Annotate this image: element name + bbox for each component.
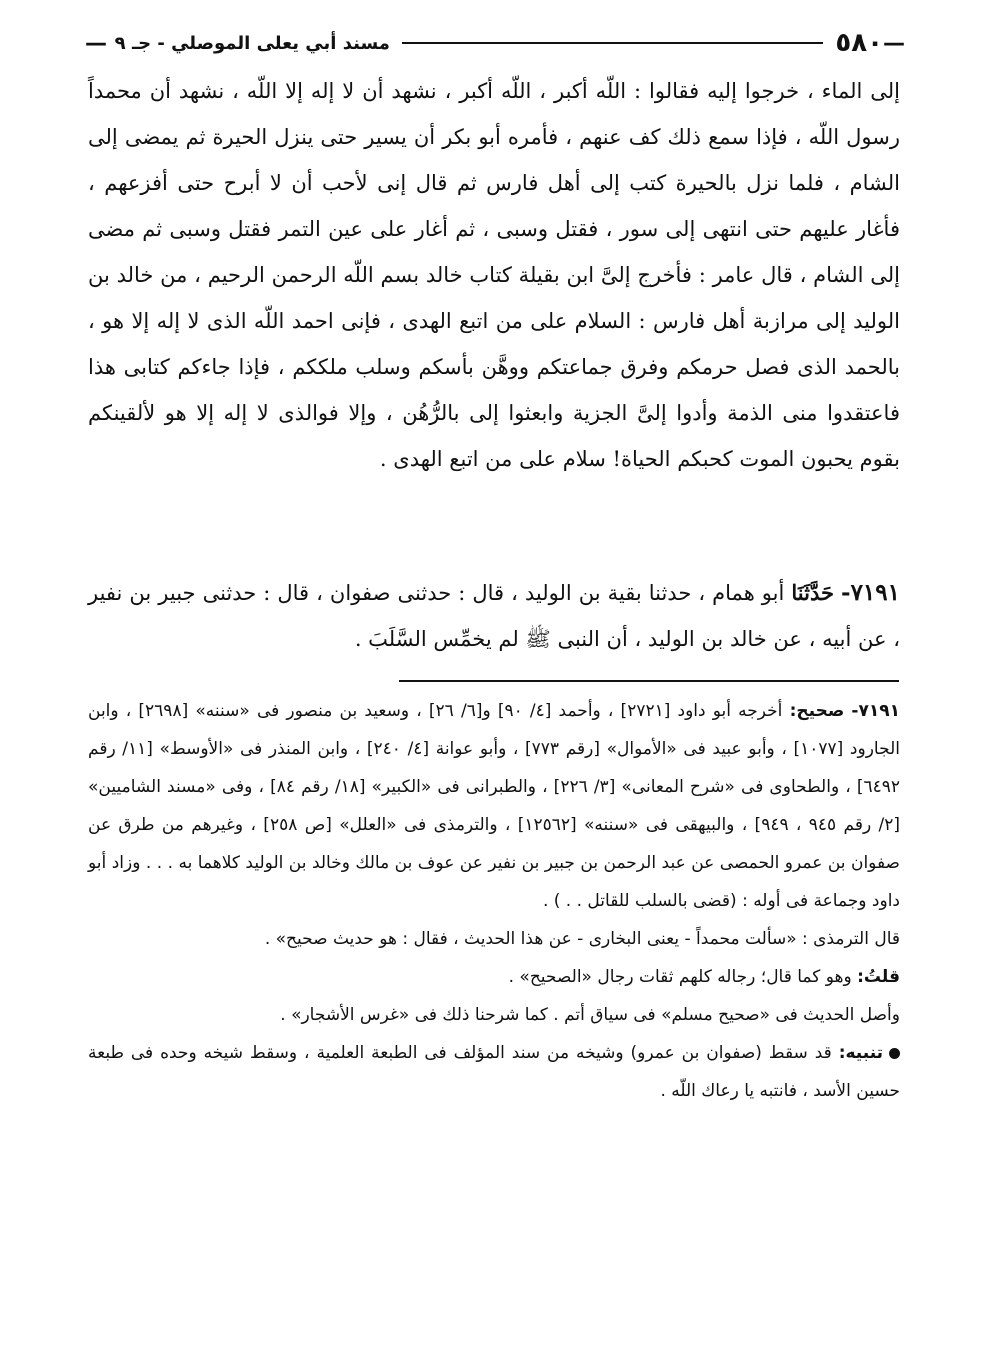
footnote-origin: وأصل الحديث فى «صحيح مسلم» فى سياق أتم . كما شرحنا ذلك فى «غرس الأشجار» . xyxy=(280,1005,900,1025)
bullet-icon xyxy=(889,1048,900,1059)
footnote-author-text: وهو كما قال؛ رجاله كلهم ثقات رجال «الصحيح» . xyxy=(508,967,852,987)
footnote-ref: ٧١٩١- xyxy=(851,701,900,721)
main-text-paragraph: إلى الماء ، خرجوا إليه فقالوا : اللّه أكبر ، اللّه أكبر ، نشهد أن لا إله إلا اللّه ، نشهد أن محمداً رسول اللّه ، فإذا سمع ذلك كف عنهم ، فأمره أبو بكر أن يسير حتى ينزل الحيرة ثم يمضى إلى الشام ، فلما نزل بالحيرة كتب إلى أهل فارس ثم قال إنى لأحب أن لا أبرح حتى أفزعهم ، فأغار عليهم حتى انتهى إلى سور ، فقتل وسبى ، ثم أغار على عين التمر فقتل وسبى ثم مضى إلى الشام ، قال عامر : فأخرج إلىَّ ابن بقيلة كتاب خالد بسم اللّه الرحمن الرحيم ، من خالد بن الوليد إلى مرازبة أهل فارس : السلام على من اتبع الهدى ، فإنى احمد اللّه الذى لا إله إلا هو ، بالحمد الذى فصل حرمكم وفرق جماعتكم ووهَّن بأسكم وسلب ملككم ، فإذا جاءكم كتابى هذا فاعتقدوا منى الذمة وأدوا إلىَّ الجزية وابعثوا إلى بالرُّهُن ، وإلا فوالذى لا إله إلا هو لألقينكم بقوم يحبون الموت كحبكم الحياة! سلام على من اتبع الهدى . xyxy=(88,79,900,471)
footnote-divider xyxy=(399,680,899,682)
footnote-author-note xyxy=(88,958,900,996)
hadith-paragraph xyxy=(88,570,900,662)
page-header xyxy=(85,26,905,60)
hadith-keyword: حَدَّثَنَا xyxy=(791,580,834,605)
footnote-warning-text: قد سقط (صفوان بن عمرو) وشيخه من سند المؤلف فى الطبعة العلمية ، وسقط شيخه وحده فى طبعة حسين الأسد ، فانتبه يا رعاك اللّه . xyxy=(88,1043,900,1101)
footnote-grade: صحيح: xyxy=(789,701,845,721)
footnote-warning xyxy=(88,1034,900,1110)
footnote-author-label: قلتُ: xyxy=(857,967,900,987)
footnote-takhrij xyxy=(88,692,900,920)
footnote-warning-label: تنبيه: xyxy=(838,1043,884,1063)
header-dash-left: — xyxy=(85,30,115,56)
header-dash-right: — xyxy=(883,30,905,56)
footnotes xyxy=(88,692,900,1110)
page-number: ٥٨٠ xyxy=(835,28,883,58)
footnote-takhrij-text: أخرجه أبو داود [٢٧٢١] ، وأحمد [٤/ ٩٠] و[٦/ ٢٦] ، وسعيد بن منصور فى «سننه» [٢٦٩٨] ، وابن الجارود [١٠٧٧] ، وأبو عبيد فى «الأموال» [رقم ٧٧٣] ، وأبو عوانة [٤/ ٢٤٠] ، وابن المنذر فى «الأوسط» [١١/ رقم ٦٤٩٢] ، والطحاوى فى «شرح المعانى» [٣/ ٢٢٦] ، والطبرانى فى «الكبير» [١٨/ رقم ٨٤] ، وفى «مسند الشاميين» [٢/ رقم ٩٤٥ ، ٩٤٩] ، والبيهقى فى «سننه» [١٢٥٦٢] ، والترمذى فى «العلل» [ص ٢٥٨] ، وغيرهم من طرق عن صفوان بن عمرو الحمصى عن عبد الرحمن بن جبير بن نفير عن عوف بن مالك وخالد بن الوليد كلاهما به . . . وزاد أبو داود وجماعة فى أوله : (قضى بالسلب للقاتل . . ) . xyxy=(88,701,901,911)
running-title: مسند أبي يعلى الموصلي - جـ ٩ xyxy=(114,32,390,54)
hadith-number: ٧١٩١- xyxy=(841,579,900,606)
header-rule xyxy=(402,42,823,44)
footnote-tirmidhi: قال الترمذى : «سألت محمداً - يعنى البخارى - عن هذا الحديث ، فقال : هو حديث صحيح» . xyxy=(264,929,900,949)
hadith-text: أبو همام ، حدثنا بقية بن الوليد ، قال : حدثنى صفوان ، قال : حدثنى جبير بن نفير ، عن أبيه ، عن خالد بن الوليد ، أن النبى ﷺ لم يخمِّس السَّلَبَ . xyxy=(88,581,900,651)
